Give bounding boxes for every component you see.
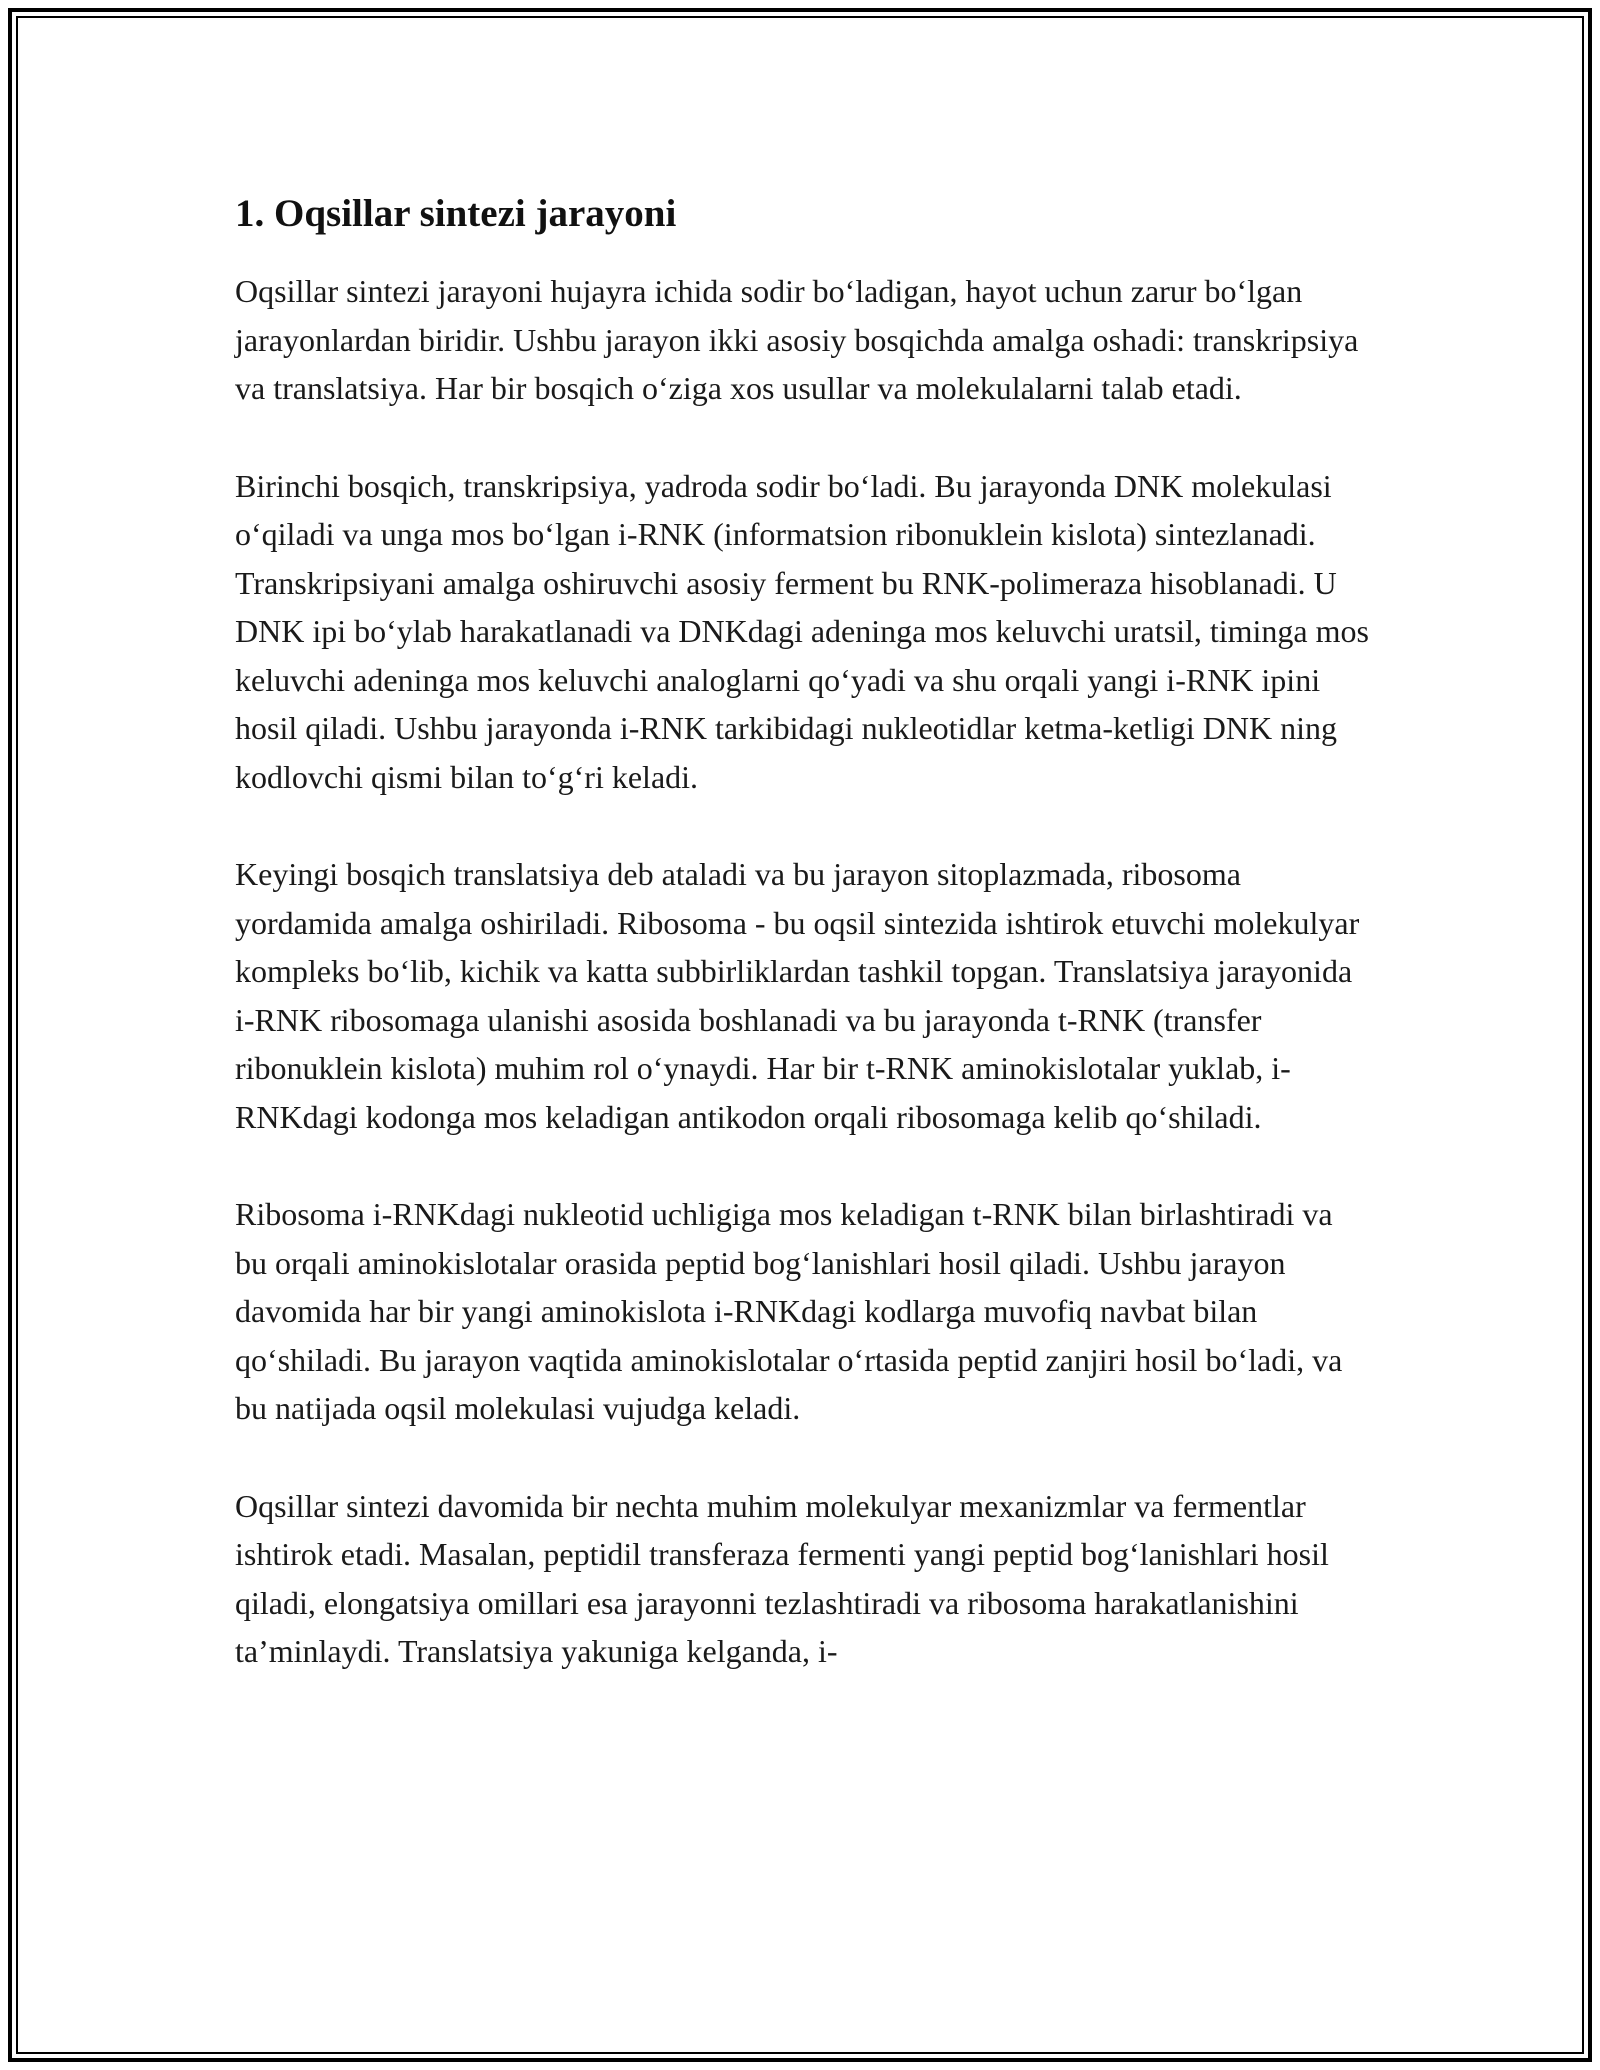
paragraph-translation: Keyingi bosqich translatsiya deb ataladi va bu jarayon sitoplazmada, ribosoma yordamida amalga oshiriladi. Ribosoma - bu oqsil sintezida ishtirok etuvchi molekulyar kompleks boʻlib, kichik va katta subbirliklardan tashkil topgan. Translatsiya jarayonida i-RNK ribosomaga ulanishi asosida boshlanadi va bu jarayonda t-RNK (transfer ribonuklein kislota) muhim rol oʻynaydi. Har bir t-RNK aminokislotalar yuklab, i-RNKdagi kodonga mos keladigan antikodon orqali ribosomaga kelib qoʻshiladi. [235,856,1360,1135]
paragraph-transcription: Birinchi bosqich, transkripsiya, yadroda sodir boʻladi. Bu jarayonda DNK molekulasi oʻqiladi va unga mos boʻlgan i-RNK (informatsion ribonuklein kislota) sintezlanadi. Transkripsiyani amalga oshiruvchi asosiy ferment bu RNK-polimeraza hisoblanadi. U DNK ipi boʻylab harakatlanadi va DNKdagi adeninga mos keluvchi uratsil, timinga mos keluvchi adeninga mos keluvchi analoglarni qoʻyadi va shu orqali yangi i-RNK ipini hosil qiladi. Ushbu jarayonda i-RNK tarkibidagi nukleotidlar ketma-ketligi DNK ning kodlovchi qismi bilan toʻgʻri keladi. [235,467,1369,795]
section-heading: 1. Oqsillar sintezi jarayoni [235,192,677,235]
paragraph-intro: Oqsillar sintezi jarayoni hujayra ichida sodir boʻladigan, hayot uchun zarur boʻlgan jarayonlardan biridir. Ushbu jarayon ikki asosiy bosqichda amalga oshadi: transkripsiya va translatsiya. Har bir bosqich oʻziga xos usullar va molekulalarni talab etadi. [235,273,1359,406]
document-body [235,186,1370,1725]
paragraph-mechanisms: Oqsillar sintezi davomida bir nechta muhim molekulyar mexanizmlar va fermentlar ishtirok etadi. Masalan, peptidil transferaza fermenti yangi peptid bogʻlanishlari hosil qiladi, elongatsiya omillari esa jarayonni tezlashtiradi va ribosoma harakatlanishini taʼminlaydi. Translatsiya yakuniga kelganda, i- [235,1487,1329,1669]
paragraph-peptide-bonds: Ribosoma i-RNKdagi nukleotid uchligiga mos keladigan t-RNK bilan birlashtiradi va bu orqali aminokislotalar orasida peptid bogʻlanishlari hosil qiladi. Ushbu jarayon davomida har bir yangi aminokislota i-RNKdagi kodlarga muvofiq navbat bilan qoʻshiladi. Bu jarayon vaqtida aminokislotalar oʻrtasida peptid zanjiri hosil boʻladi, va bu natijada oqsil molekulasi vujudga keladi. [235,1196,1343,1426]
